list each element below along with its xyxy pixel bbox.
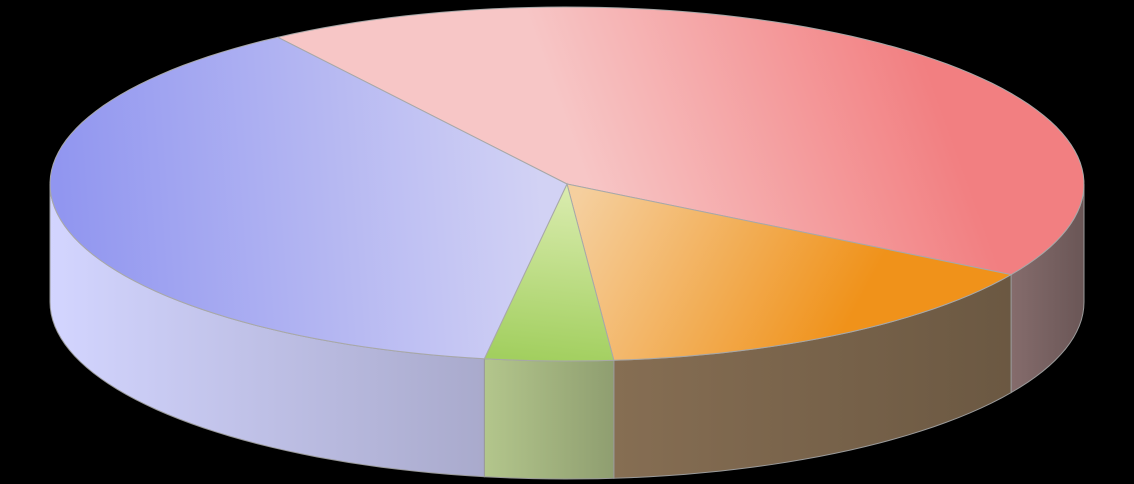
pie-side-2 (484, 359, 614, 479)
pie-top-layer (50, 7, 1084, 361)
